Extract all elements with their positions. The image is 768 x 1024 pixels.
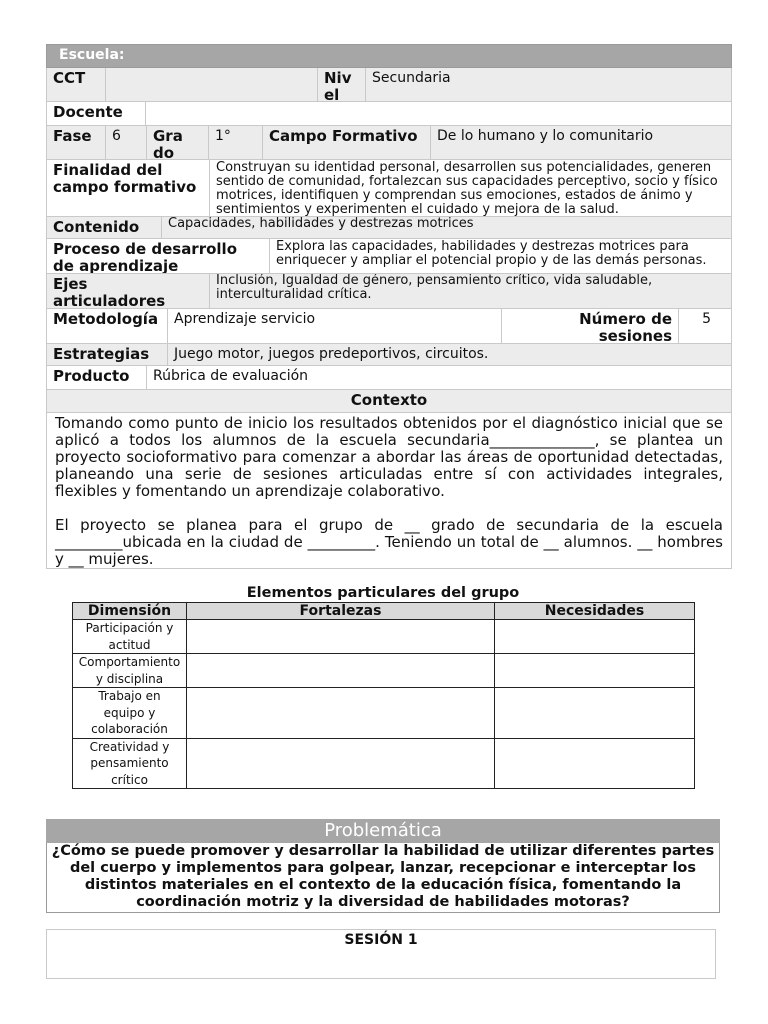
campo-label: Campo Formativo [263,126,431,159]
contenido-value: Capacidades, habilidades y destrezas motrices [168,217,474,231]
fase-value: 6 [106,126,147,159]
finalidad-label: Finalidad del campo formativo [47,160,210,216]
row-fase [46,126,732,160]
campo-value: De lo humano y lo comunitario [437,128,654,144]
ejes-value: Inclusión, Igualdad de género, pensamiento crítico, vida saludable, interculturalidad crítica. [216,274,653,302]
row-finalidad [46,160,732,217]
problematica-text: ¿Cómo se puede promover y desarrollar la habilidad de utilizar diferentes partes del cuerpo y implementos para golpear, lanzar, recepcionar e interceptar los distintos materiales en el contexto de la educación física, fomentando la coordinación motriz y la diversidad de habilidades motoras? [46,843,720,913]
grupo-header-necesidades: Necesidades [495,603,695,620]
grupo-necesidades-cell[interactable] [495,738,695,789]
metodologia-label: Metodología [47,309,168,343]
proceso-value: Explora las capacidades, habilidades y destrezas motrices para enriquecer y ampliar el potencial propio y de las demás personas. [276,239,707,268]
cct-label: CCT [47,68,106,101]
estrategias-value: Juego motor, juegos predeportivos, circuitos. [174,346,489,362]
grupo-fortalezas-cell[interactable] [187,620,495,654]
estrategias-label: Estrategias [47,344,168,365]
sesiones-value: 5 [702,311,711,327]
row-metodologia [46,309,732,344]
row-docente [46,102,732,126]
row-cct [46,68,732,102]
grado-label: Grado [147,126,209,159]
producto-label: Producto [47,366,147,389]
docente-label: Docente [47,102,146,125]
grupo-table [72,602,695,789]
grupo-fortalezas-cell[interactable] [187,654,495,688]
grupo-necesidades-cell[interactable] [495,620,695,654]
grupo-header-fortalezas: Fortalezas [187,603,495,620]
table-row [73,688,695,739]
row-proceso [46,239,732,274]
grupo-dimension: Participación y actitud [73,620,187,654]
contexto-body [46,413,732,569]
contexto-paragraph-1: Tomando como punto de inicio los resultados obtenidos por el diagnóstico inicial que se aplicó a todos los alumnos de la escuela secundaria______________, se plantea un proyecto socioformativo para comenzar a abordar las áreas de oportunidad detectadas, planeando una serie de sesiones articuladas entre sí con actividades integrales, flexibles y fomentando un aprendizaje colaborativo. [55,414,723,500]
nivel-value: Secundaria [372,70,451,86]
finalidad-value: Construyan su identidad personal, desarrollen sus potencialidades, generen sentido de comunidad, fortalezcan sus capacidades perceptivo, socio y físico motrices, identifiquen y comprendan sus emociones, estados de ánimo y sentimientos y experimenten el cuidado y mejora de la salud. [216,160,718,216]
grupo-necesidades-cell[interactable] [495,654,695,688]
grupo-dimension: Creatividad y pensamiento crítico [73,738,187,789]
row-ejes [46,274,732,309]
escuela-header [46,44,732,68]
elementos-title: Elementos particulares del grupo [246,585,520,601]
escuela-label: Escuela: [59,47,125,63]
contexto-paragraph-2: El proyecto se planea para el grupo de __ grado de secundaria de la escuela _________ubicada en la ciudad de _________. Teniendo un total de __ alumnos. __ hombres y __ mujeres. [55,516,723,568]
ejes-label: Ejes articuladores [47,274,210,308]
contexto-title: Contexto [46,390,732,413]
grupo-dimension: Trabajo en equipo y colaboración [73,688,187,739]
proceso-label: Proceso de desarrollo de aprendizaje [47,239,270,273]
grupo-necesidades-cell[interactable] [495,688,695,739]
sesion-box [46,929,716,979]
contenido-label: Contenido [47,217,162,238]
cct-value [106,68,318,101]
producto-value: Rúbrica de evaluación [153,368,309,384]
table-row [73,654,695,688]
grado-value: 1° [209,126,263,159]
row-estrategias [46,344,732,366]
sesiones-label: Número de sesiones [502,309,679,343]
docente-value [146,102,731,125]
grupo-fortalezas-cell[interactable] [187,688,495,739]
grupo-dimension: Comportamiento y disciplina [73,654,187,688]
grupo-fortalezas-cell[interactable] [187,738,495,789]
grupo-header-dimension: Dimensión [73,603,187,620]
metodologia-value: Aprendizaje servicio [168,309,502,343]
problematica-title: Problemática [46,819,720,843]
row-contenido [46,217,732,239]
nivel-label: Nivel [318,68,366,101]
fase-label: Fase [47,126,106,159]
row-producto [46,366,732,390]
table-row [73,738,695,789]
sesion-title: SESIÓN 1 [344,932,418,948]
table-row [73,620,695,654]
